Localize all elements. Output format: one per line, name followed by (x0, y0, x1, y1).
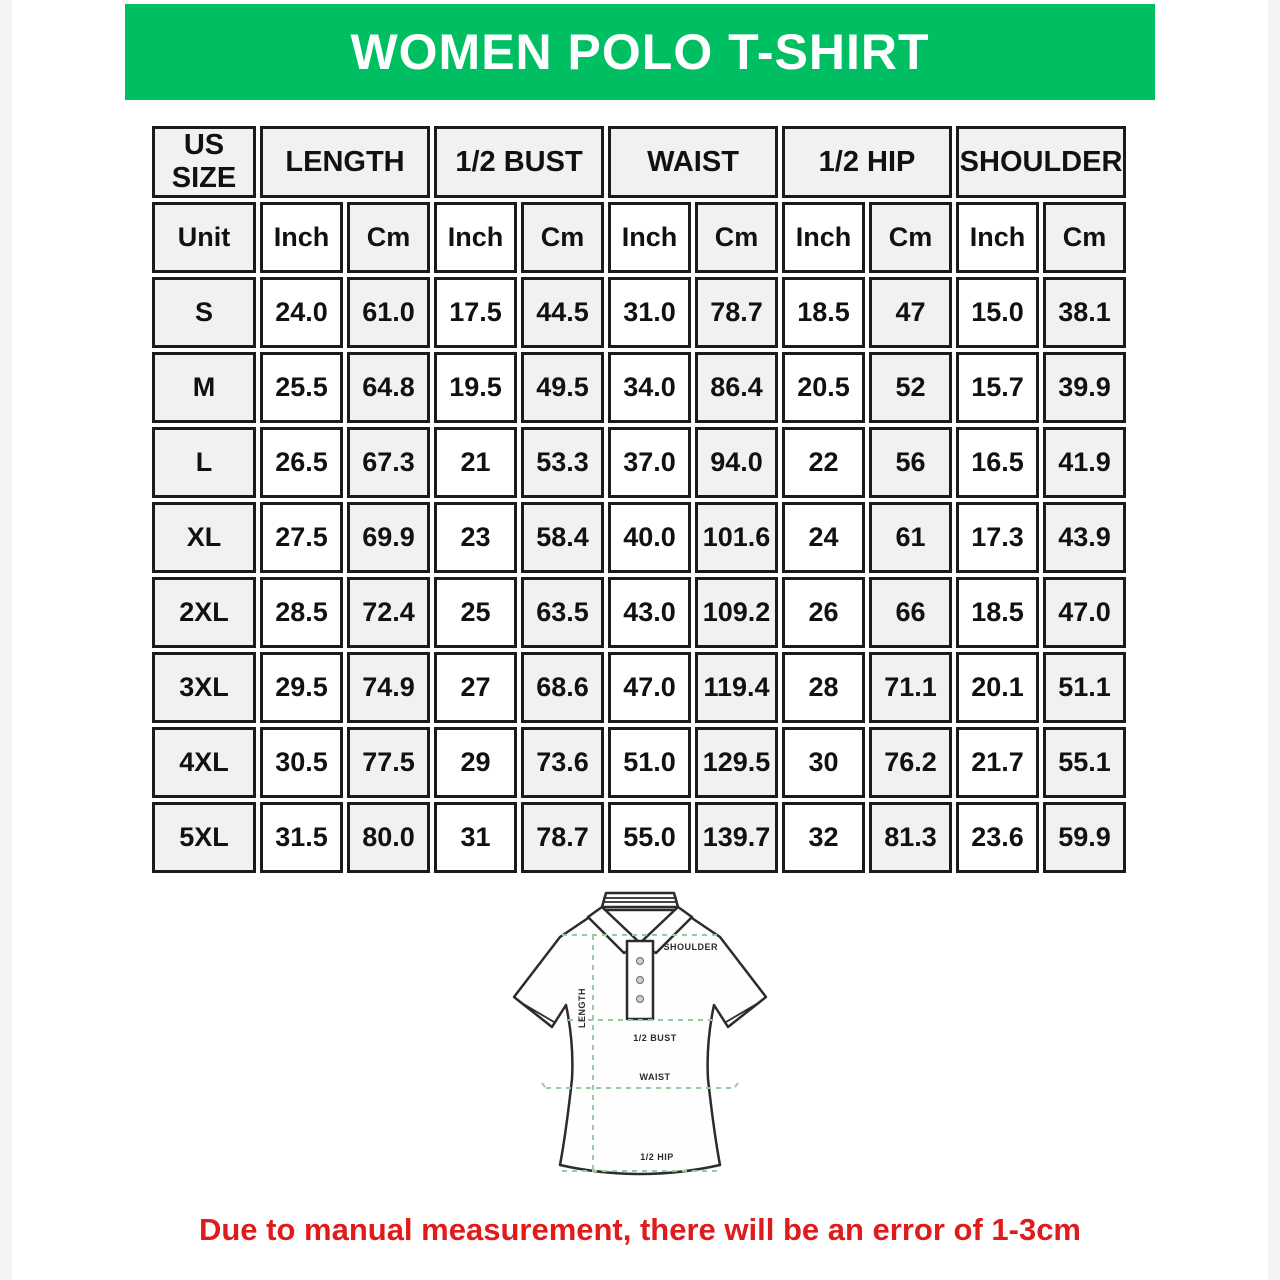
value-cell: 51.1 (1043, 652, 1126, 723)
unit-row (152, 202, 1126, 273)
value-cell: 41.9 (1043, 427, 1126, 498)
value-cell: 73.6 (521, 727, 604, 798)
value-cell: 58.4 (521, 502, 604, 573)
value-cell: 22 (782, 427, 865, 498)
value-cell: 76.2 (869, 727, 952, 798)
diagram-label-shoulder: SHOULDER (663, 942, 718, 952)
unit-cell: Cm (521, 202, 604, 273)
value-cell: 47.0 (1043, 577, 1126, 648)
value-cell: 74.9 (347, 652, 430, 723)
unit-cell: Cm (347, 202, 430, 273)
size-chart-table (148, 122, 1130, 877)
value-cell: 47 (869, 277, 952, 348)
value-cell: 31 (434, 802, 517, 873)
unit-cell: Cm (1043, 202, 1126, 273)
value-cell: 80.0 (347, 802, 430, 873)
polo-shirt-illustration (500, 883, 780, 1198)
unit-cell: Inch (956, 202, 1039, 273)
table-row (152, 802, 1126, 873)
size-cell: 3XL (152, 652, 256, 723)
value-cell: 40.0 (608, 502, 691, 573)
diagram-label-bust: 1/2 BUST (633, 1033, 677, 1043)
value-cell: 18.5 (782, 277, 865, 348)
column-header-shoulder: SHOULDER (956, 126, 1126, 198)
value-cell: 43.0 (608, 577, 691, 648)
size-cell: M (152, 352, 256, 423)
table-row (152, 652, 1126, 723)
value-cell: 78.7 (521, 802, 604, 873)
value-cell: 101.6 (695, 502, 778, 573)
value-cell: 78.7 (695, 277, 778, 348)
value-cell: 27 (434, 652, 517, 723)
value-cell: 69.9 (347, 502, 430, 573)
value-cell: 31.5 (260, 802, 343, 873)
value-cell: 37.0 (608, 427, 691, 498)
measurement-error-note: Due to manual measurement, there will be an error of 1-3cm (198, 1212, 1082, 1247)
title-banner (125, 4, 1155, 100)
value-cell: 20.5 (782, 352, 865, 423)
unit-cell: Inch (434, 202, 517, 273)
size-cell: S (152, 277, 256, 348)
diagram-label-length: LENGTH (577, 988, 587, 1028)
value-cell: 30 (782, 727, 865, 798)
value-cell: 24.0 (260, 277, 343, 348)
value-cell: 94.0 (695, 427, 778, 498)
button-icon (637, 958, 644, 965)
size-cell: 5XL (152, 802, 256, 873)
value-cell: 34.0 (608, 352, 691, 423)
value-cell: 109.2 (695, 577, 778, 648)
size-cell: XL (152, 502, 256, 573)
value-cell: 77.5 (347, 727, 430, 798)
value-cell: 67.3 (347, 427, 430, 498)
value-cell: 20.1 (956, 652, 1039, 723)
value-cell: 68.6 (521, 652, 604, 723)
table-row (152, 277, 1126, 348)
collar-band (602, 893, 678, 907)
value-cell: 51.0 (608, 727, 691, 798)
polo-shirt-diagram (500, 883, 780, 1198)
value-cell: 27.5 (260, 502, 343, 573)
unit-cell: Inch (608, 202, 691, 273)
value-cell: 55.0 (608, 802, 691, 873)
value-cell: 15.0 (956, 277, 1039, 348)
value-cell: 30.5 (260, 727, 343, 798)
table-row (152, 502, 1126, 573)
value-cell: 66 (869, 577, 952, 648)
value-cell: 72.4 (347, 577, 430, 648)
value-cell: 29.5 (260, 652, 343, 723)
right-edge-strip (1268, 0, 1280, 1280)
value-cell: 52 (869, 352, 952, 423)
unit-cell: Inch (782, 202, 865, 273)
column-header-half-hip: 1/2 HIP (782, 126, 952, 198)
header-row (152, 126, 1126, 198)
value-cell: 19.5 (434, 352, 517, 423)
value-cell: 25.5 (260, 352, 343, 423)
value-cell: 21.7 (956, 727, 1039, 798)
button-icon (637, 977, 644, 984)
value-cell: 28.5 (260, 577, 343, 648)
unit-cell: Cm (695, 202, 778, 273)
diagram-label-waist: WAIST (639, 1072, 671, 1082)
value-cell: 17.5 (434, 277, 517, 348)
unit-cell: Cm (869, 202, 952, 273)
value-cell: 129.5 (695, 727, 778, 798)
value-cell: 17.3 (956, 502, 1039, 573)
diagram-label-hip: 1/2 HIP (640, 1152, 674, 1162)
value-cell: 25 (434, 577, 517, 648)
value-cell: 55.1 (1043, 727, 1126, 798)
value-cell: 18.5 (956, 577, 1039, 648)
value-cell: 71.1 (869, 652, 952, 723)
value-cell: 15.7 (956, 352, 1039, 423)
value-cell: 23 (434, 502, 517, 573)
size-cell: 2XL (152, 577, 256, 648)
value-cell: 21 (434, 427, 517, 498)
column-header-half-bust: 1/2 BUST (434, 126, 604, 198)
value-cell: 43.9 (1043, 502, 1126, 573)
value-cell: 39.9 (1043, 352, 1126, 423)
value-cell: 63.5 (521, 577, 604, 648)
value-cell: 81.3 (869, 802, 952, 873)
size-table-body (152, 277, 1126, 873)
value-cell: 26 (782, 577, 865, 648)
size-cell: L (152, 427, 256, 498)
value-cell: 61.0 (347, 277, 430, 348)
value-cell: 47.0 (608, 652, 691, 723)
value-cell: 16.5 (956, 427, 1039, 498)
value-cell: 38.1 (1043, 277, 1126, 348)
value-cell: 29 (434, 727, 517, 798)
column-header-length: LENGTH (260, 126, 430, 198)
table-row (152, 427, 1126, 498)
value-cell: 26.5 (260, 427, 343, 498)
column-header-waist: WAIST (608, 126, 778, 198)
unit-label-cell: Unit (152, 202, 256, 273)
value-cell: 119.4 (695, 652, 778, 723)
unit-cell: Inch (260, 202, 343, 273)
table-row (152, 727, 1126, 798)
value-cell: 32 (782, 802, 865, 873)
table-row (152, 352, 1126, 423)
table-row (152, 577, 1126, 648)
value-cell: 28 (782, 652, 865, 723)
value-cell: 53.3 (521, 427, 604, 498)
value-cell: 59.9 (1043, 802, 1126, 873)
value-cell: 86.4 (695, 352, 778, 423)
left-edge-strip (0, 0, 12, 1280)
value-cell: 44.5 (521, 277, 604, 348)
page-title: WOMEN POLO T-SHIRT (350, 24, 930, 80)
value-cell: 64.8 (347, 352, 430, 423)
value-cell: 49.5 (521, 352, 604, 423)
value-cell: 24 (782, 502, 865, 573)
value-cell: 139.7 (695, 802, 778, 873)
value-cell: 61 (869, 502, 952, 573)
value-cell: 56 (869, 427, 952, 498)
value-cell: 23.6 (956, 802, 1039, 873)
value-cell: 31.0 (608, 277, 691, 348)
button-icon (637, 996, 644, 1003)
column-header-us-size: US SIZE (152, 126, 256, 198)
size-cell: 4XL (152, 727, 256, 798)
